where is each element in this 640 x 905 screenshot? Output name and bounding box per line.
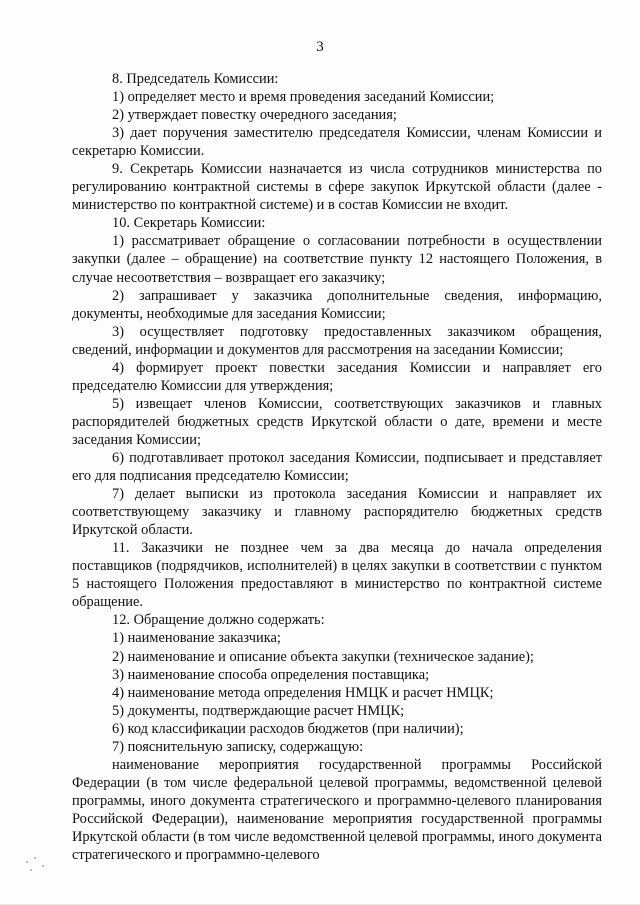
paragraph-8-item-2: 2) утверждает повестку очередного заседания;: [112, 107, 397, 124]
paragraph-12-item-1: 1) наименование заказчика;: [112, 630, 281, 647]
paragraph-12-item-6: 6) код классификации расходов бюджетов (при наличии);: [112, 720, 464, 737]
paragraph-12-item-4: 4) наименование метода определения НМЦК и расчет НМЦК;: [112, 684, 494, 701]
scan-specks: [22, 855, 52, 875]
paragraph-12-item-7: 7) пояснительную записку, содержащую:: [112, 738, 364, 755]
paragraph-10-item-3: 3) осуществляет подготовку предоставленных заказчиком обращения, сведений, информации и документов для рассмотрения на заседании Комиссии;: [72, 323, 602, 358]
paragraph-10-heading: 10. Секретарь Комиссии:: [112, 215, 266, 232]
paragraph-12-heading: 12. Обращение должно содержать:: [112, 612, 325, 629]
paragraph-8-heading: 8. Председатель Комиссии:: [112, 71, 279, 87]
page-number: 3: [316, 39, 324, 55]
paragraph-11: 11. Заказчики не позднее чем за два месяца до начала определения поставщиков (подрядчиков, исполнителей) в целях закупки в соответствии с пунктом 5 настоящего Положения предоставляют в министерство по контрактной системе обращение.: [72, 540, 602, 611]
paragraph-10-item-2: 2) запрашивает у заказчика дополнительные сведения, информацию, документы, необходимые для заседания Комиссии;: [72, 287, 602, 322]
paragraph-12-item-5: 5) документы, подтверждающие расчет НМЦК;: [112, 702, 405, 719]
paragraph-12-item-2: 2) наименование и описание объекта закупки (техническое задание);: [112, 648, 534, 665]
document-body: [72, 70, 602, 864]
paragraph-10-item-1: 1) рассматривает обращение о согласовании потребности в осуществлении закупки (далее – обращение) на соответствие пункту 12 настоящего Положения, в случае несоответствия – возвращает его заказчику;: [72, 233, 602, 286]
paragraph-10-item-6: 6) подготавливает протокол заседания Комиссии, подписывает и представляет его для подписания председателю Комиссии;: [72, 449, 602, 485]
paragraph-10-item-4: 4) формирует проект повестки заседания Комиссии и направляет его председателю Комиссии для утверждения;: [72, 359, 602, 394]
paragraph-12-item-3: 3) наименование способа определения поставщика;: [112, 666, 430, 683]
paragraph-8-item-1: 1) определяет место и время проведения заседаний Комиссии;: [112, 89, 495, 106]
paragraph-10-item-5: 5) извещает членов Комиссии, соответствующих заказчиков и главных распорядителей бюджетных средств Иркутской области о дате, времени и месте заседания Комиссии;: [72, 395, 602, 448]
paragraph-explanatory-note-content: наименование мероприятия государственной программы Российской Федерации (в том числе федеральной целевой программы, ведомственной целевой программы, иного документа стратегического и программно-целевого планирования Российской Федерации), наименование мероприятия государственной программы Иркутской области (в том числе ведомственной целевой программы, иного документа стратегического и программно-целевого: [72, 756, 602, 864]
paragraph-9: 9. Секретарь Комиссии назначается из числа сотрудников министерства по регулированию контрактной системы в сфере закупок Иркутской области (далее - министерство по контрактной системе) и в состав Комиссии не входит.: [72, 161, 602, 214]
paragraph-10-item-7: 7) делает выписки из протокола заседания Комиссии и направляет их соответствующему заказчику и главному распорядителю бюджетных средств Иркутской области.: [72, 486, 602, 539]
paragraph-8-item-3: 3) дает поручения заместителю председателя Комиссии, членам Комиссии и секретарю Комиссии.: [72, 125, 602, 160]
